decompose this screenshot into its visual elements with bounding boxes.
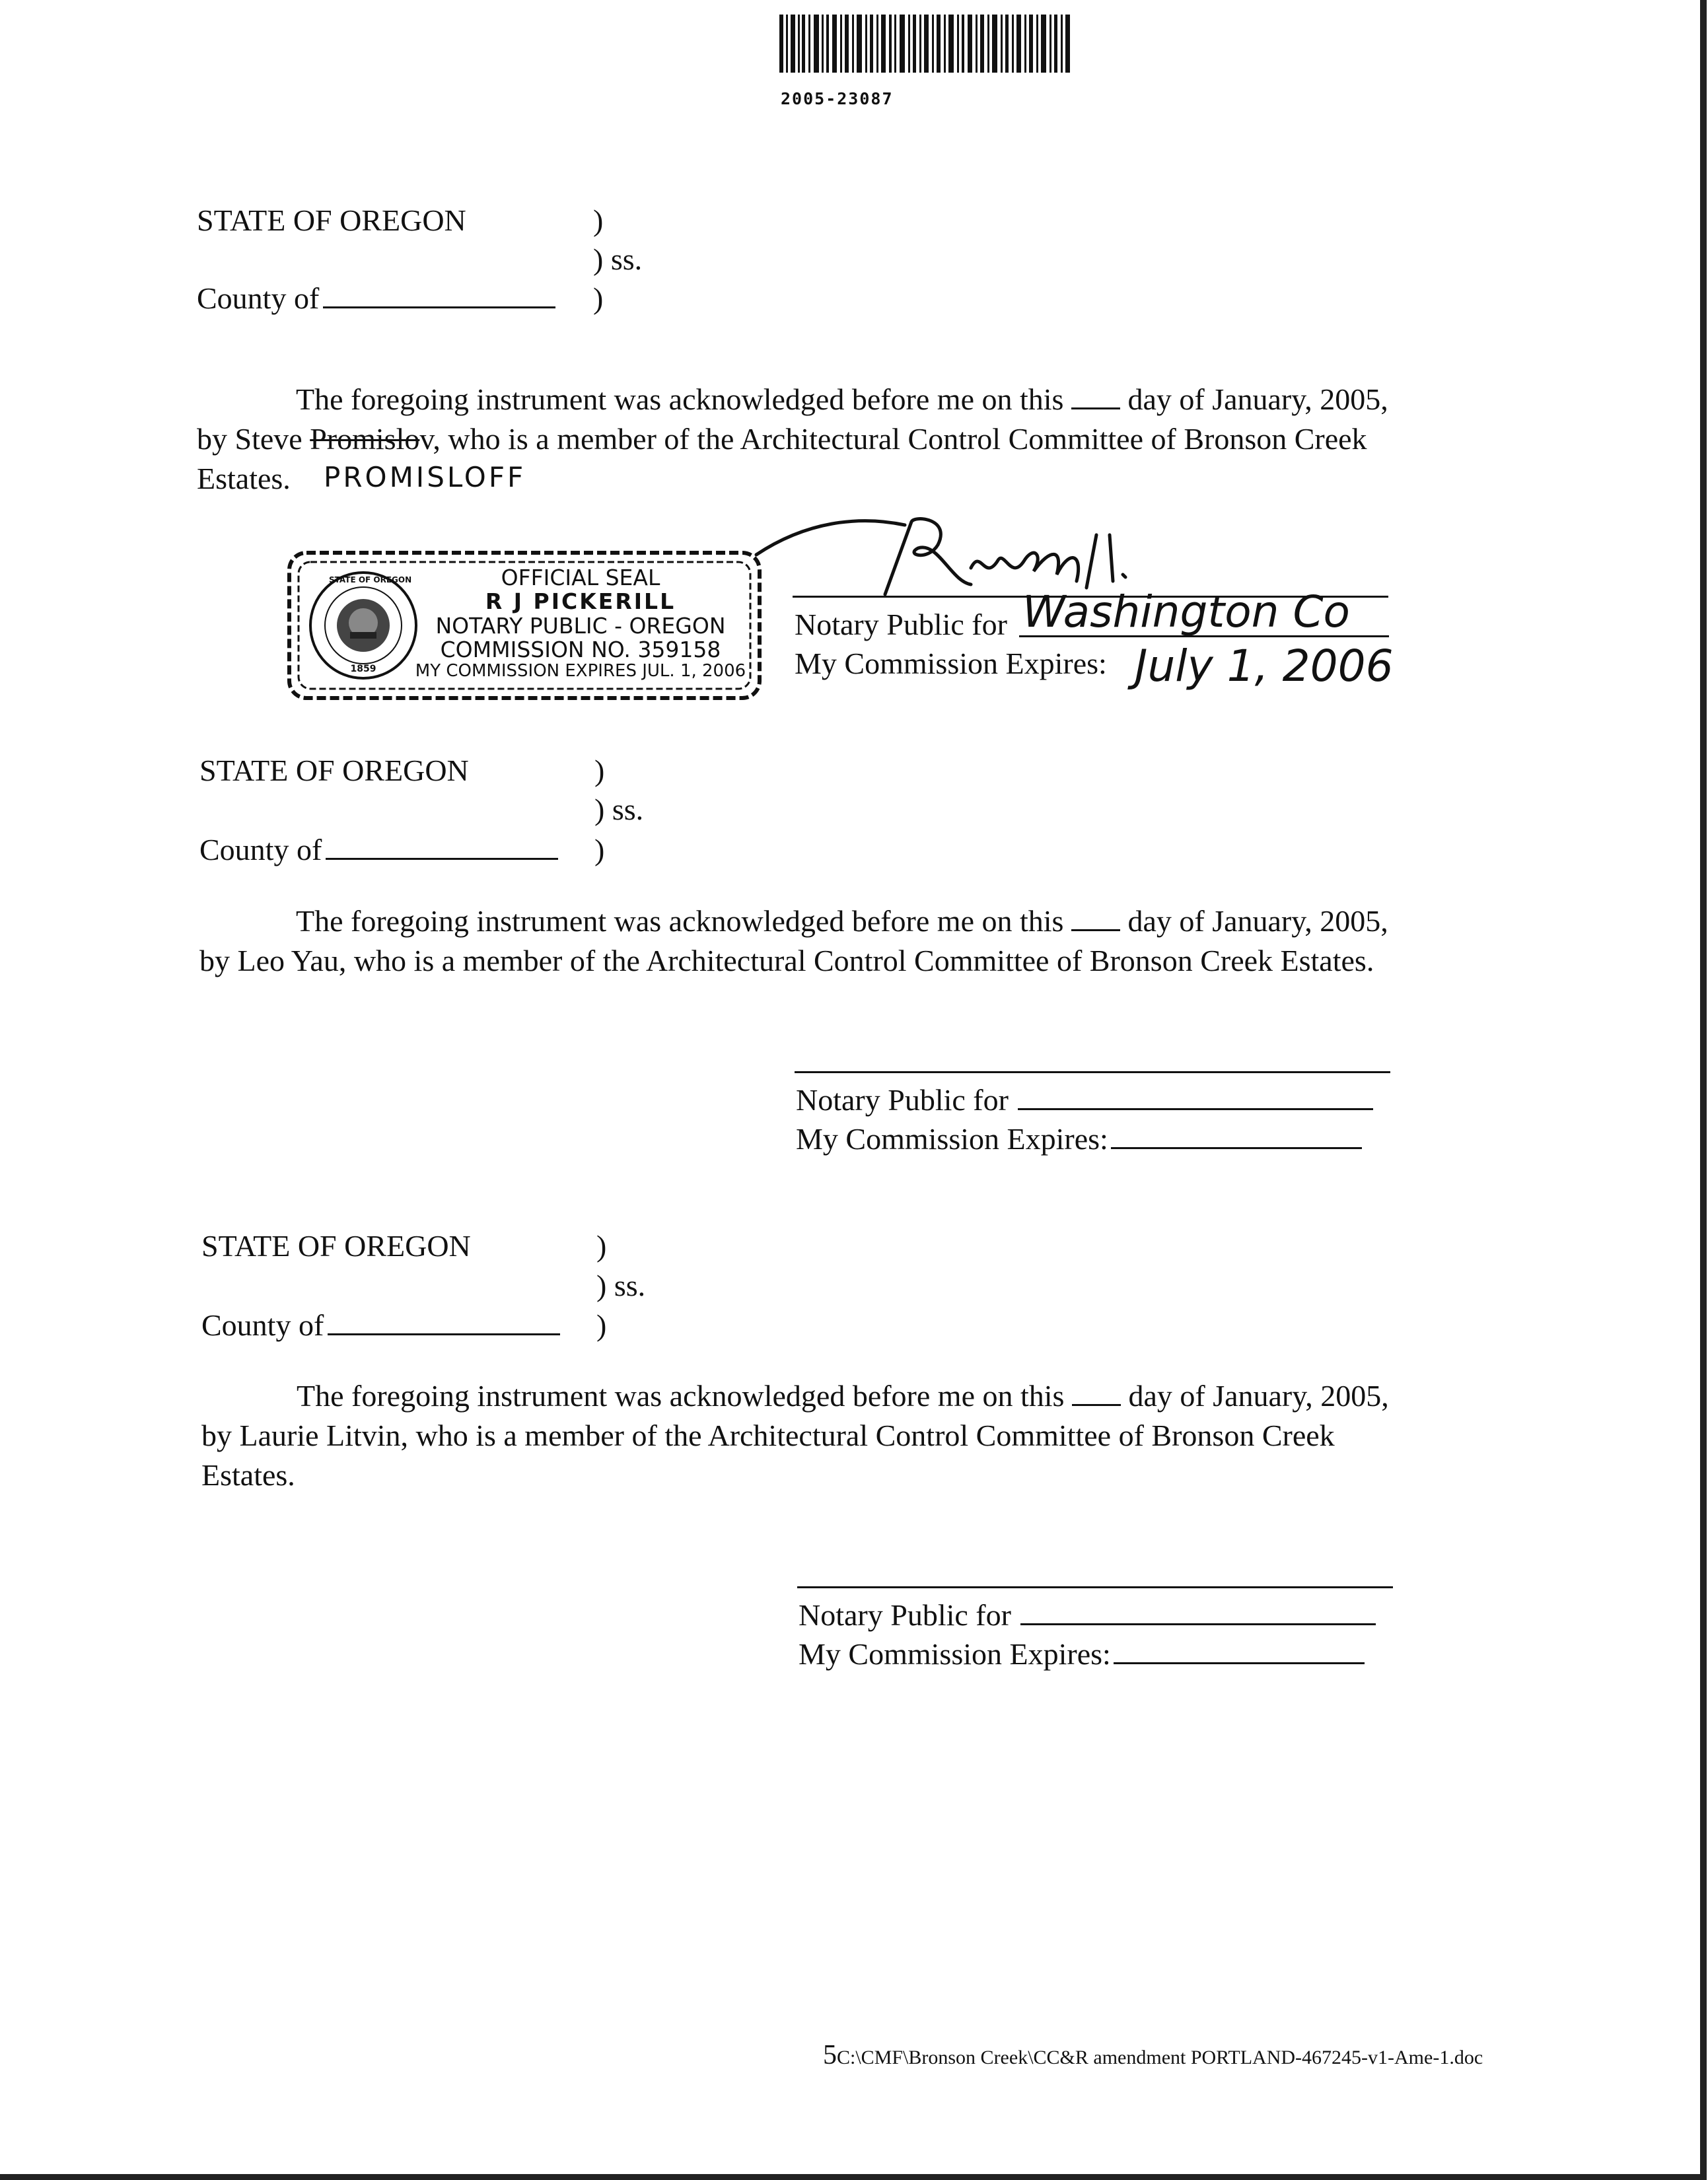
county-label-text: County of (201, 1308, 324, 1342)
ack-line2: by Laurie Litvin, who is a member of the Architectural Control Committee of Bronson Creek (201, 1419, 1335, 1452)
struck-name: Promislo (310, 422, 420, 456)
notary-public-label: Notary Public for (795, 608, 1007, 641)
notary-seal (287, 550, 762, 701)
barcode (779, 15, 1077, 73)
county-label (199, 835, 558, 865)
ack-line-end: day of January, 2005, (1127, 904, 1388, 938)
commission-expires-label (799, 1639, 1365, 1670)
day-blank (1071, 907, 1120, 931)
ack-line-start: The foregoing instrument was acknowledged before me on this (296, 382, 1064, 416)
ss-label: ) ss. (596, 1269, 646, 1302)
paren: ) (594, 754, 605, 787)
day-blank (1072, 1382, 1121, 1406)
ss-label: ) ss. (594, 792, 644, 826)
page-number: 5 (823, 2040, 837, 2070)
notary-county-blank (1020, 1601, 1376, 1625)
seal-line-notary: NOTARY PUBLIC - OREGON (435, 613, 726, 639)
handwritten-name-correction: PROMISLOFF (324, 461, 526, 493)
ack-line3: Estates. (197, 462, 291, 495)
ack-line2-post: v, who is a member of the Architectural Control Committee of Bronson Creek (419, 422, 1367, 456)
footer (823, 2039, 1483, 2071)
ss-label: ) ss. (593, 242, 643, 276)
county-label (201, 1310, 560, 1341)
ack-line-end: day of January, 2005, (1128, 1379, 1389, 1413)
commission-expires-text: My Commission Expires: (799, 1637, 1111, 1671)
seal-line-expires: MY COMMISSION EXPIRES JUL. 1, 2006 (415, 661, 746, 681)
seal-emblem-year: 1859 (350, 664, 376, 674)
ack-line-end: day of January, 2005, (1127, 382, 1388, 416)
signature-line (795, 1071, 1390, 1073)
notary-county-blank (1018, 1086, 1373, 1110)
ack-line3: Estates. (201, 1458, 295, 1492)
paren: ) (593, 281, 604, 315)
ack-line-start: The foregoing instrument was acknowledged before me on this (297, 1379, 1065, 1413)
paren: ) (593, 203, 604, 237)
expires-blank (1111, 1125, 1362, 1149)
file-path: C:\CMF\Bronson Creek\CC&R amendment PORTLAND-467245-v1-Ame-1.doc (837, 2047, 1483, 2068)
commission-expires-label: My Commission Expires: (795, 647, 1107, 680)
seal-line-name: R J PICKERILL (485, 588, 676, 614)
state-label: STATE OF OREGON (199, 754, 469, 787)
expires-blank (1114, 1640, 1365, 1664)
paren: ) (594, 833, 605, 866)
handwritten-expires-date: July 1, 2006 (1135, 641, 1394, 691)
signature-line (797, 1586, 1393, 1588)
recording-number: 2005-23087 (781, 89, 894, 108)
notary-public-text: Notary Public for (796, 1083, 1009, 1117)
notary-public-label (799, 1600, 1376, 1631)
notary-public-label (796, 1085, 1373, 1115)
day-blank (1071, 385, 1120, 409)
ack-line2-pre: by Steve (197, 422, 310, 456)
handwritten-notary-county: Washington Co (1022, 586, 1350, 637)
state-label: STATE OF OREGON (201, 1229, 471, 1263)
ack-line2: by Leo Yau, who is a member of the Architectural Control Committee of Bronson Creek Estates. (199, 944, 1374, 977)
commission-expires-text: My Commission Expires: (796, 1122, 1108, 1156)
county-label-text: County of (199, 833, 322, 866)
county-blank (328, 1311, 560, 1335)
ack-line-start: The foregoing instrument was acknowledged before me on this (296, 904, 1064, 938)
seal-line-commission: COMMISSION NO. 359158 (440, 637, 721, 662)
notary-public-text: Notary Public for (799, 1598, 1011, 1632)
seal-emblem-top: STATE OF OREGON (329, 575, 412, 584)
county-blank (323, 284, 555, 308)
seal-line-official: OFFICIAL SEAL (501, 565, 660, 590)
commission-expires-label (796, 1124, 1362, 1154)
county-blank (326, 835, 558, 860)
acknowledgment-paragraph (201, 1376, 1389, 1495)
paren: ) (596, 1229, 607, 1263)
acknowledgment-paragraph (199, 901, 1388, 981)
notary-county-line (1019, 635, 1389, 637)
county-label-text: County of (197, 281, 320, 315)
county-label (197, 283, 555, 314)
state-label: STATE OF OREGON (197, 203, 466, 237)
paren: ) (596, 1308, 607, 1342)
